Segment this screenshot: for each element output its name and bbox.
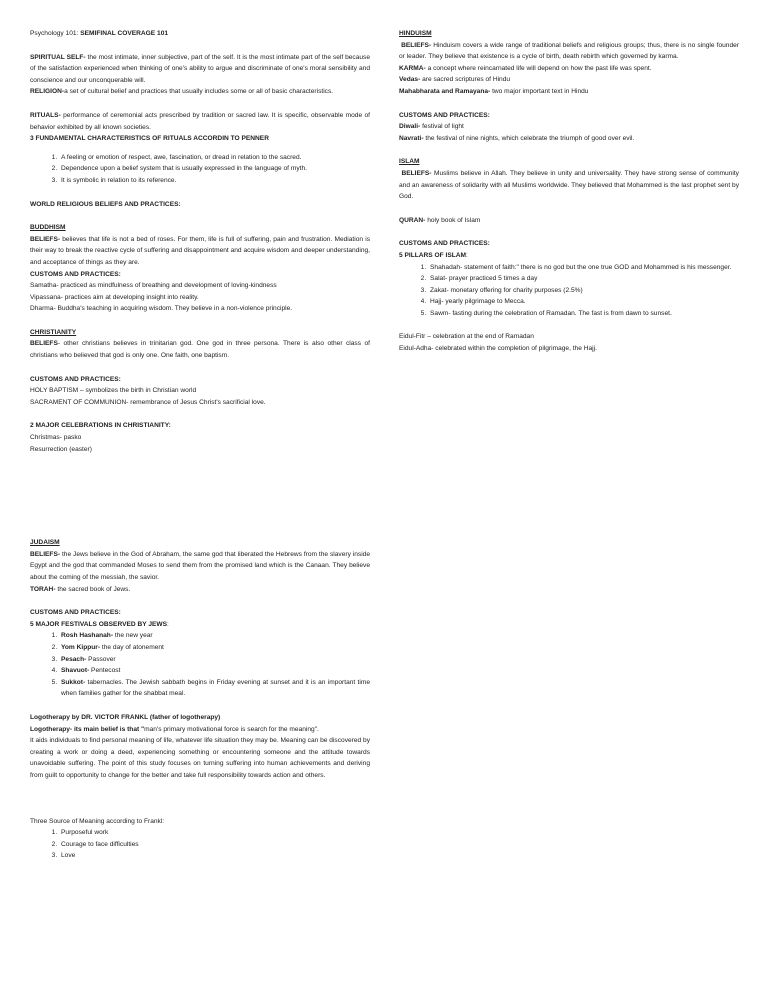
torah-definition: TORAH- the sacred book of Jews.: [30, 585, 131, 593]
list-item: 2. Courage to face difficulties: [59, 839, 370, 851]
list-item: 5. Sawm- fasting during the celebration of Ramadan. The fast is from dawn to sunset.: [428, 308, 739, 320]
logotherapy-belief: Logotherapy- its main belief is that "man's primary motivational force is search for the meaning".: [30, 725, 319, 733]
rituals-characteristics-list: [30, 152, 370, 187]
list-item: 2. Yom Kippur- the day of atonement: [59, 642, 370, 654]
judaism-customs-heading: CUSTOMS AND PRACTICES:: [30, 609, 121, 617]
spiritual-self-definition: [30, 52, 370, 87]
islam-customs-heading: CUSTOMS AND PRACTICES:: [399, 240, 490, 248]
coverage-title: SEMIFINAL COVERAGE 101: [80, 30, 169, 37]
rituals-characteristics-heading: 3 FUNDAMENTAL CHARACTERISTICS OF RITUALS ACCORDIN TO PENNER: [30, 135, 269, 143]
judaism-beliefs: BELIEFS- the Jews believe in the God of Abraham, the same god that liberated the Hebrews from the slavery inside Egypt and the god that commanded Moses to send them from the promised land which is the Canaan. They believe about the coming of the messiah, the savior.: [30, 550, 370, 581]
religion-definition: [30, 86, 370, 98]
list-item: Resurrection (easter): [30, 445, 92, 453]
right-column: [399, 28, 739, 355]
list-item: Samatha- practiced as mindfulness of breathing and development of loving-kindness: [30, 282, 277, 290]
term-text: the most intimate, inner subjective, part of the self. It is the most intimate part of the self because of the satisfaction experienced when thinking of one's ability to argue and discriminate of one's moral sensibility and conscience and our unconquerable will.: [30, 53, 370, 84]
islam-heading: ISLAM: [399, 158, 420, 166]
list-item: 1. Purposeful work: [59, 827, 370, 839]
mahabharata-definition: Mahabharata and Ramayana- two major important text in Hindu: [399, 87, 589, 95]
left-column: [30, 28, 370, 862]
hinduism-beliefs: BELIEFS- Hinduism covers a wide range of traditional beliefs and religious groups; thus, there is no single founder or leader. They believe that existence is a cycle of birth, death rebirth which governed by karma.: [399, 41, 739, 61]
course-label: Psychology 101:: [30, 30, 81, 37]
list-item: 2. Dependence upon a belief system that is usually expressed in the language of myth.: [59, 163, 370, 175]
pillars-list: [399, 262, 739, 320]
list-item: 5. Sukkot- tabernacles. The Jewish sabbath begins in Friday evening at sunset and it is an important time when families gather for the shabbat meal.: [59, 677, 370, 700]
christianity-customs-heading: CUSTOMS AND PRACTICES:: [30, 375, 121, 383]
term-text: performance of ceremonial acts prescribed by tradition or sacred law. It is specific, observable mode of behavior exhibited by all known societies.: [30, 111, 370, 131]
term-label: SPIRITUAL SELF-: [30, 53, 86, 61]
list-item: SACRAMENT OF COMMUNION- remembrance of Jesus Christ's sacrificial love.: [30, 398, 266, 406]
term-text: a set of cultural belief and practices that usually includes some or all of basic characteristics.: [64, 88, 334, 96]
diwali-definition: Diwali- festival of light: [399, 123, 464, 131]
eid-adha: Eidul-Adha- celebrated within the completion of pilgrimage, the Hajj.: [399, 345, 597, 353]
list-item: 3. Love: [59, 850, 370, 862]
quran-definition: QURAN- holy book of Islam: [399, 216, 481, 224]
christianity-heading: CHRISTIANITY: [30, 328, 77, 336]
list-item: Vipassana- practices aim at developing insight into reality.: [30, 293, 199, 301]
world-religions-heading: WORLD RELIGIOUS BELIEFS AND PRACTICES:: [30, 200, 181, 208]
list-item: 1. Rosh Hashanah- the new year: [59, 630, 370, 642]
list-item: Dharma- Buddha's teaching in acquiring wisdom. They believe in a non-violence principle.: [30, 305, 293, 313]
logotherapy-heading: Logotherapy by DR. VICTOR FRANKL (father of logotherapy): [30, 713, 221, 721]
rituals-definition: [30, 110, 370, 133]
pillars-heading: 5 PILLARS OF ISLAM:: [399, 251, 468, 259]
list-item: 4. Hajj- yearly pilgrimage to Mecca.: [428, 296, 739, 308]
karma-definition: KARMA- a concept where reincarnated life will depend on how the past life was spent.: [399, 64, 652, 72]
eid-fitr: Eidul-Fitr – celebration at the end of Ramadan: [399, 333, 534, 341]
sources-of-meaning-list: [30, 827, 370, 862]
list-item: 3. Pesach- Passover: [59, 654, 370, 666]
vedas-definition: Vedas- are sacred scriptures of Hindu: [399, 76, 511, 84]
term-label: RITUALS-: [30, 111, 61, 119]
buddhism-customs-heading: CUSTOMS AND PRACTICES:: [30, 270, 121, 278]
list-item: 1. A feeling or emotion of respect, awe, fascination, or dread in relation to the sacred.: [59, 152, 370, 164]
jewish-festivals-list: [30, 630, 370, 700]
buddhism-heading: BUDDHISM: [30, 224, 66, 232]
islam-beliefs: BELIEFS- Muslims believe in Allah. They believe in unity and universality. They have strong sense of community and an awareness of solidarity with all Muslims worldwide. They believed that Mohammed is the last prophet sent by God.: [399, 169, 739, 201]
judaism-heading: JUDAISM: [30, 539, 60, 547]
list-item: 2. Salat- prayer practiced 5 times a day: [428, 273, 739, 285]
christianity-celebrations-heading: 2 MAJOR CELEBRATIONS IN CHRISTIANITY:: [30, 422, 171, 430]
list-item: HOLY BAPTISM – symbolizes the birth in Christian world: [30, 387, 197, 395]
list-item: Christmas- pasko: [30, 434, 82, 442]
hinduism-heading: HINDUISM: [399, 30, 432, 37]
list-item: 3. It is symbolic in relation to its reference.: [59, 175, 370, 187]
sources-of-meaning-heading: Three Source of Meaning according to Frankl:: [30, 817, 165, 825]
term-label: RELIGION-: [30, 88, 65, 96]
jewish-festivals-heading: 5 MAJOR FESTIVALS OBSERVED BY JEWS:: [30, 620, 169, 628]
navrati-definition: Navrati- the festival of nine nights, which celebrate the triumph of good over evil.: [399, 134, 635, 142]
christianity-beliefs: BELIEFS- other christians believes in trinitarian god. One god in three persona. There is also other class of christians who believed that god is only one. One faith, one baptism.: [30, 340, 370, 360]
buddhism-beliefs: BELIEFS- believes that life is not a bed of roses. For them, life is full of suffering, pain and frustration. Mediation is their way to break the reactive cycle of suffering and disappointment and acquire wisdom and deeper understanding, and acceptance of things as they are.: [30, 235, 370, 266]
list-item: 3. Zakat- monetary offering for charity purposes (2.5%): [428, 285, 739, 297]
list-item: 1. Shahadah- statement of faith:" there is no god but the one true GOD and Mohammed is his messenger.: [428, 262, 739, 274]
logotherapy-paragraph: It aids individuals to find personal meaning of life, whatever life situation they may be. Meaning can be discovered by creating a work or doing a deed, experiencing something or encountering someone and the attitude towards unavoidable suffering. The point of this study focuses on turning suffering into human achievements and deriving from guilt to opportunity to change for the better and take full responsibility towards action and others.: [30, 737, 370, 779]
hinduism-customs-heading: CUSTOMS AND PRACTICES:: [399, 111, 490, 119]
document-title: [30, 28, 370, 40]
list-item: 4. Shavuot- Pentecost: [59, 665, 370, 677]
